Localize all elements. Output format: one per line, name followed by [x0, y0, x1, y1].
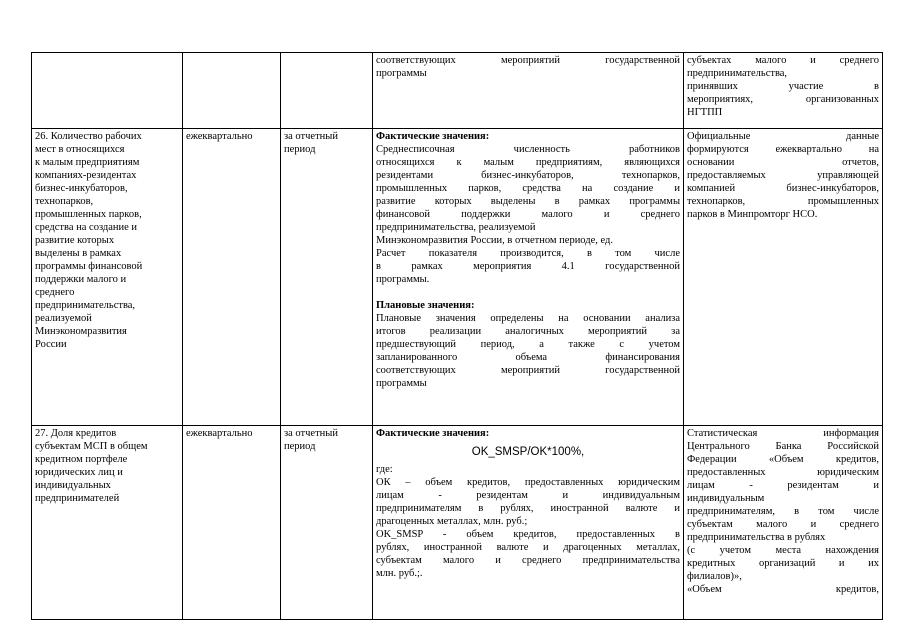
indicator-name-cell — [32, 426, 183, 620]
frequency-cell — [183, 426, 281, 620]
plan-heading: Плановые значения: — [376, 300, 475, 311]
period-cell — [281, 129, 373, 426]
frequency-cell — [183, 53, 281, 129]
indicator-name-cell — [32, 53, 183, 129]
method-cell — [373, 129, 684, 426]
fact-text: Среднесписочная численность работников относящихся к малым предприятиям, являющихся резидентами бизнес-инкубаторов, технопарков, промышленных парков, средства на создание и развитие которых выделены в рамках программы финансовой поддержки малого и среднего предпринимательства, реализуемой Минэкономразвития России, в отчетном периоде, ед. Расчет показателя производится, в том числе в рамках мероприятия 4.1 государственной программы. — [376, 144, 680, 285]
indicator-name-cell — [32, 129, 183, 426]
plan-text: Плановые значения определены на основании анализа итогов реализации аналогичных мероприятий за предшествующий период, а также с учетом запланированного объема финансирования соответствующих мероприятий государственной программы — [376, 313, 680, 389]
method-text: программы — [376, 68, 427, 79]
period-text: за отчетный период — [284, 131, 338, 155]
table-row-27 — [32, 426, 883, 620]
source-text: принявших участие в — [687, 81, 879, 92]
indicator-name: 27. Доля кредитов субъектам МСП в общем кредитном портфеле юридических лиц и индивидуальных предпринимателей — [35, 428, 148, 504]
indicator-name: 26. Количество рабочих мест в относящихся к малым предприятиям компаниях-резидентах бизнес-инкубаторов, технопарков, промышленных парков, средства на создание и развитие которых выделены в рамках программы финансовой поддержки малого и среднего предпринимательства, реализуемой Минэкономразвития России — [35, 131, 143, 350]
method-text: соответствующих мероприятий государственной — [376, 55, 680, 66]
source-cell — [684, 129, 883, 426]
fact-heading: Фактические значения: — [376, 131, 490, 142]
source-text: предпринимательства, — [687, 68, 788, 79]
period-cell — [281, 53, 373, 129]
indicator-table — [31, 52, 883, 620]
method-cell — [373, 53, 684, 129]
source-text: Статистическая информация Центрального Банка Российской Федерации «Объем кредитов, предоставленных юридическим лицам - резидентам и индивидуальным предпринимателям, в том числе субъектам малого и среднего предпринимательства в рублях (с учетом места нахождения кредитных организаций и их филиалов)», «Объем кредитов, — [687, 428, 879, 595]
frequency-cell — [183, 129, 281, 426]
method-cell — [373, 426, 684, 620]
source-text: субъектах малого и среднего — [687, 55, 879, 66]
definitions-text: ОК – объем кредитов, предоставленных юридическим лицам - резидентам и индивидуальным предпринимателям в рублях, иностранной валюте и драгоценных металлах, млн. руб.; OK_SMSP - объем кредитов, предоставленных в рублях, иностранной валюте и драгоценных металлах, субъектам малого и среднего предпринимательства млн. руб.;. — [376, 477, 680, 579]
source-text: НГТПП — [687, 107, 723, 118]
indicator-table-page — [31, 52, 882, 620]
period-text: за отчетный период — [284, 428, 338, 452]
source-cell — [684, 53, 883, 129]
source-text: мероприятиях, организованных — [687, 94, 879, 105]
fact-heading: Фактические значения: — [376, 428, 490, 439]
frequency-text: ежеквартально — [186, 131, 253, 142]
table-row-26 — [32, 129, 883, 426]
where-label: где: — [376, 464, 393, 475]
source-cell — [684, 426, 883, 620]
source-text: Официальные данные формируются ежеквартально на основании отчетов, предоставляемых управляющей компанией бизнес-инкубаторов, технопарков, промышленных парков в Минпромторг НСО. — [687, 131, 879, 220]
frequency-text: ежеквартально — [186, 428, 253, 439]
table-row-continuation — [32, 53, 883, 129]
formula: OK_SMSP/OK*100%, — [471, 446, 585, 458]
period-cell — [281, 426, 373, 620]
